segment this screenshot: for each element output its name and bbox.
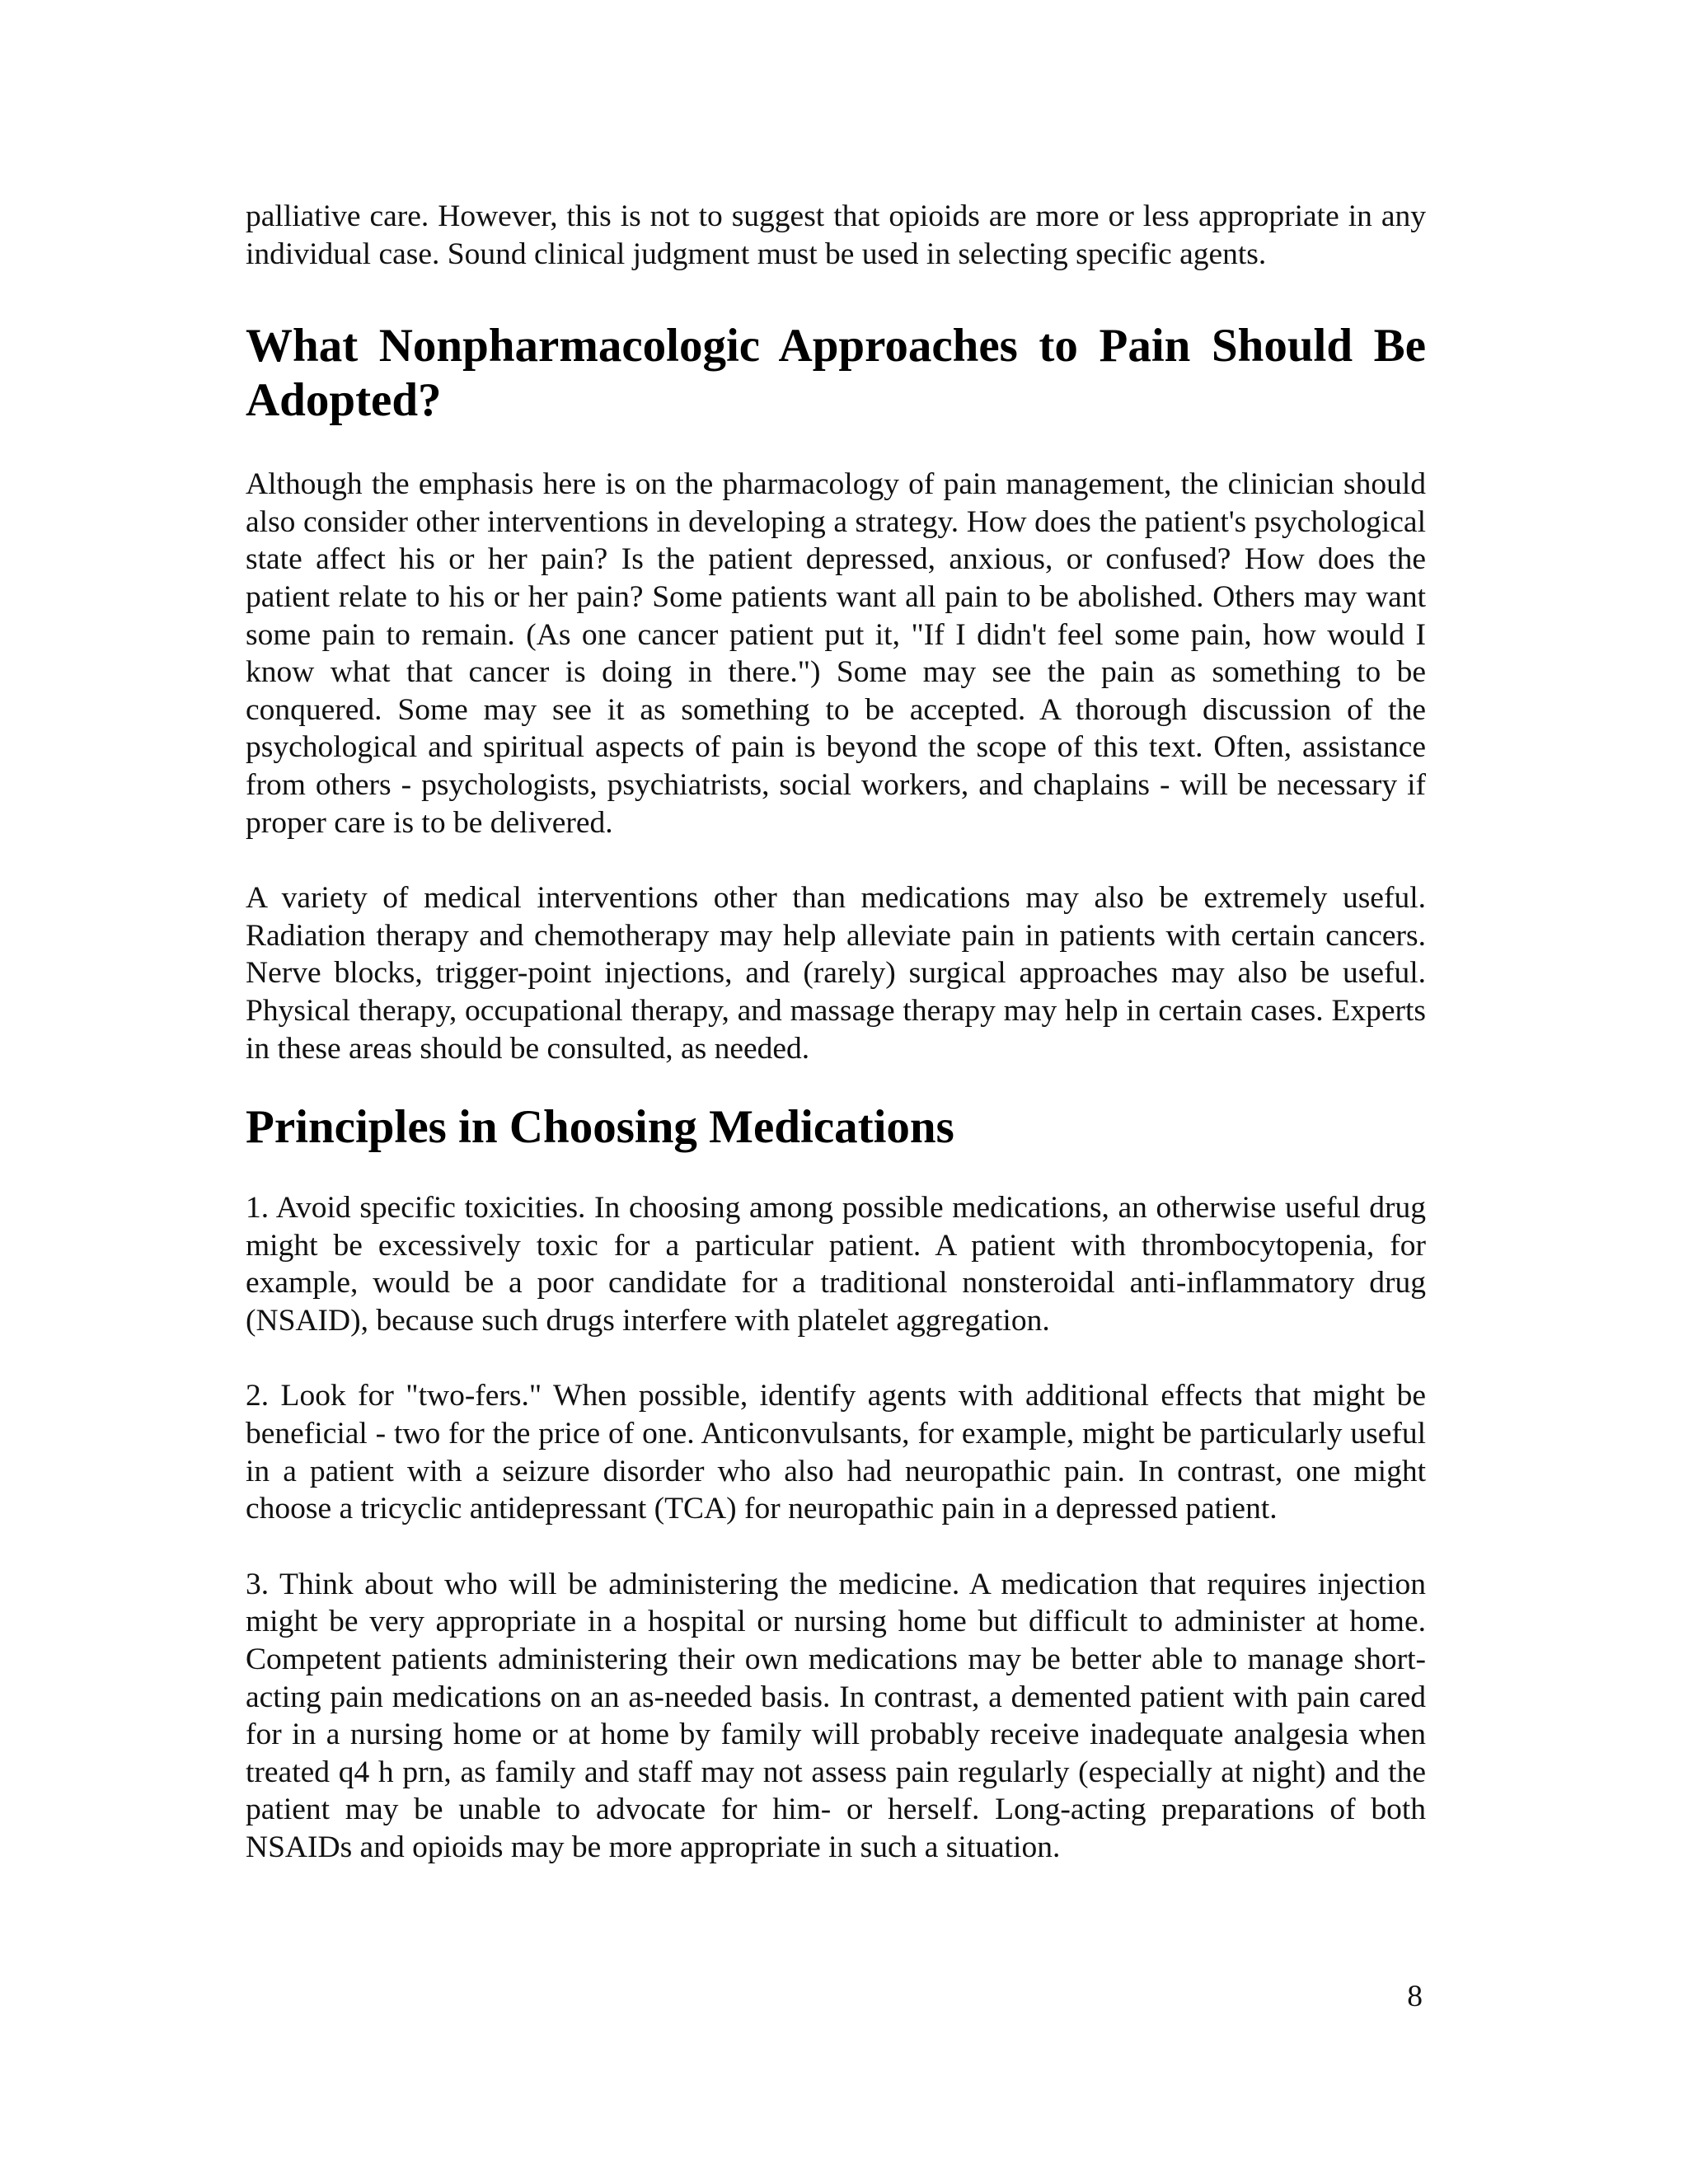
principle-item-who-administers: 3. Think about who will be administering the medicine. A medication that requires injection might be very appropriate in a hospital or nursing home but difficult to administer at home. Competent patients administering their own medications may be better able to manage short-acting pain medications on an as-needed basis. In contrast, a demented patient with pain cared for in a nursing home or at home by family will probably receive inadequate analgesia when treated q4 h prn, as family and staff may not assess pain regularly (especially at night) and the patient may be unable to advocate for him- or herself. Long-acting preparations of both NSAIDs and opioids may be more appropriate in such a situation. [246,1567,1426,1864]
principle-item-avoid-toxicities: 1. Avoid specific toxicities. In choosing among possible medications, an otherwise useful drug might be excessively toxic for a particular patient. A patient with thrombocytopenia, for example, would be a poor candidate for a traditional nonsteroidal anti-inflammatory drug (NSAID), because such drugs interfere with platelet aggregation. [246,1191,1426,1338]
heading-principles-choosing-medications: Principles in Choosing Medications [246,1101,954,1154]
nonpharm-paragraph-psychological: Although the emphasis here is on the pharmacology of pain management, the clinician should also consider other interventions in developing a strategy. How does the patient's psychological state affect his or her pain? Is the patient depressed, anxious, or confused? How does the patient relate to his or her pain? Some patients want all pain to be abolished. Others may want some pain to remain. (As one cancer patient put it, "If I didn't feel some pain, how would I know what that cancer is doing in there.") Some may see the pain as something to be conquered. Some may see it as something to be accepted. A thorough discussion of the psychological and spiritual aspects of pain is beyond the scope of this text. Often, assistance from others - psychologists, psychiatrists, social workers, and chaplains - will be necessary if proper care is to be delivered. [246,467,1426,840]
heading-nonpharmacologic-approaches: What Nonpharmacologic Approaches to Pain Should Be Adopted? [246,320,1426,427]
principle-item-two-fers: 2. Look for "two-fers." When possible, identify agents with additional effects that might be beneficial - two for the price of one. Anticonvulsants, for example, might be particularly useful in a patient with a seizure disorder who also had neuropathic pain. In contrast, one might choose a tricyclic antidepressant (TCA) for neuropathic pain in a depressed patient. [246,1379,1426,1526]
intro-paragraph: palliative care. However, this is not to suggest that opioids are more or less appropriate in any individual case. Sound clinical judgment must be used in selecting specific agents. [246,199,1426,271]
nonpharm-paragraph-medical-interventions: A variety of medical interventions other than medications may also be extremely useful. Radiation therapy and chemotherapy may help alleviate pain in patients with certain cancers. Nerve blocks, trigger-point injections, and (rarely) surgical approaches may also be useful. Physical therapy, occupational therapy, and massage therapy may help in certain cases. Experts in these areas should be consulted, as needed. [246,881,1426,1066]
page-number: 8 [1407,1980,1423,2013]
page-content [246,198,1426,1867]
